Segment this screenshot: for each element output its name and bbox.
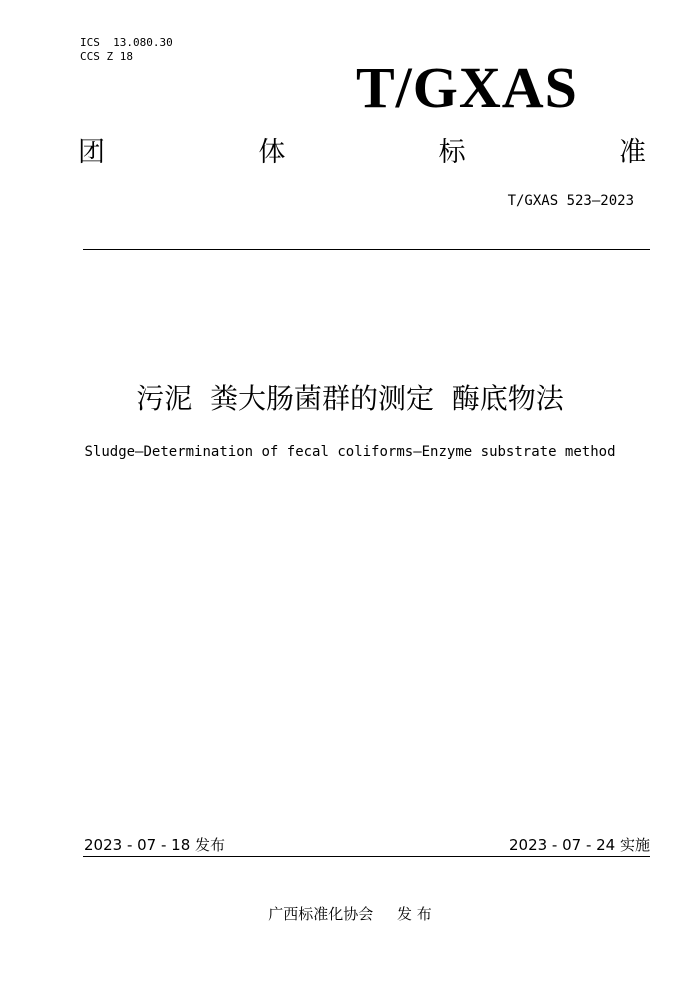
standard-type [78,136,646,170]
standard-type-char: 体 [258,137,286,168]
classification-codes [80,36,173,64]
ccs-code: CCS Z 18 [80,50,133,63]
document-title-english: Sludge—Determination of fecal coliforms—Enzyme substrate method [84,444,616,460]
footer-divider [83,856,650,857]
publish-date: 2023 - 07 - 18 发布 [84,836,226,854]
standard-type-char: 准 [618,137,646,168]
publisher: 广西标准化协会 发 布 [268,905,432,923]
standard-type-char: 团 [78,137,105,168]
ics-code: ICS 13.080.30 [80,36,173,49]
implementation-date: 2023 - 07 - 24 实施 [508,836,650,854]
document-title-chinese: 污泥 粪大肠菌群的测定 酶底物法 [136,382,564,415]
header-divider [83,249,650,250]
standard-logo: T/GXAS [356,55,578,120]
standard-number: T/GXAS 523—2023 [507,193,634,209]
standard-type-char: 标 [438,137,466,168]
